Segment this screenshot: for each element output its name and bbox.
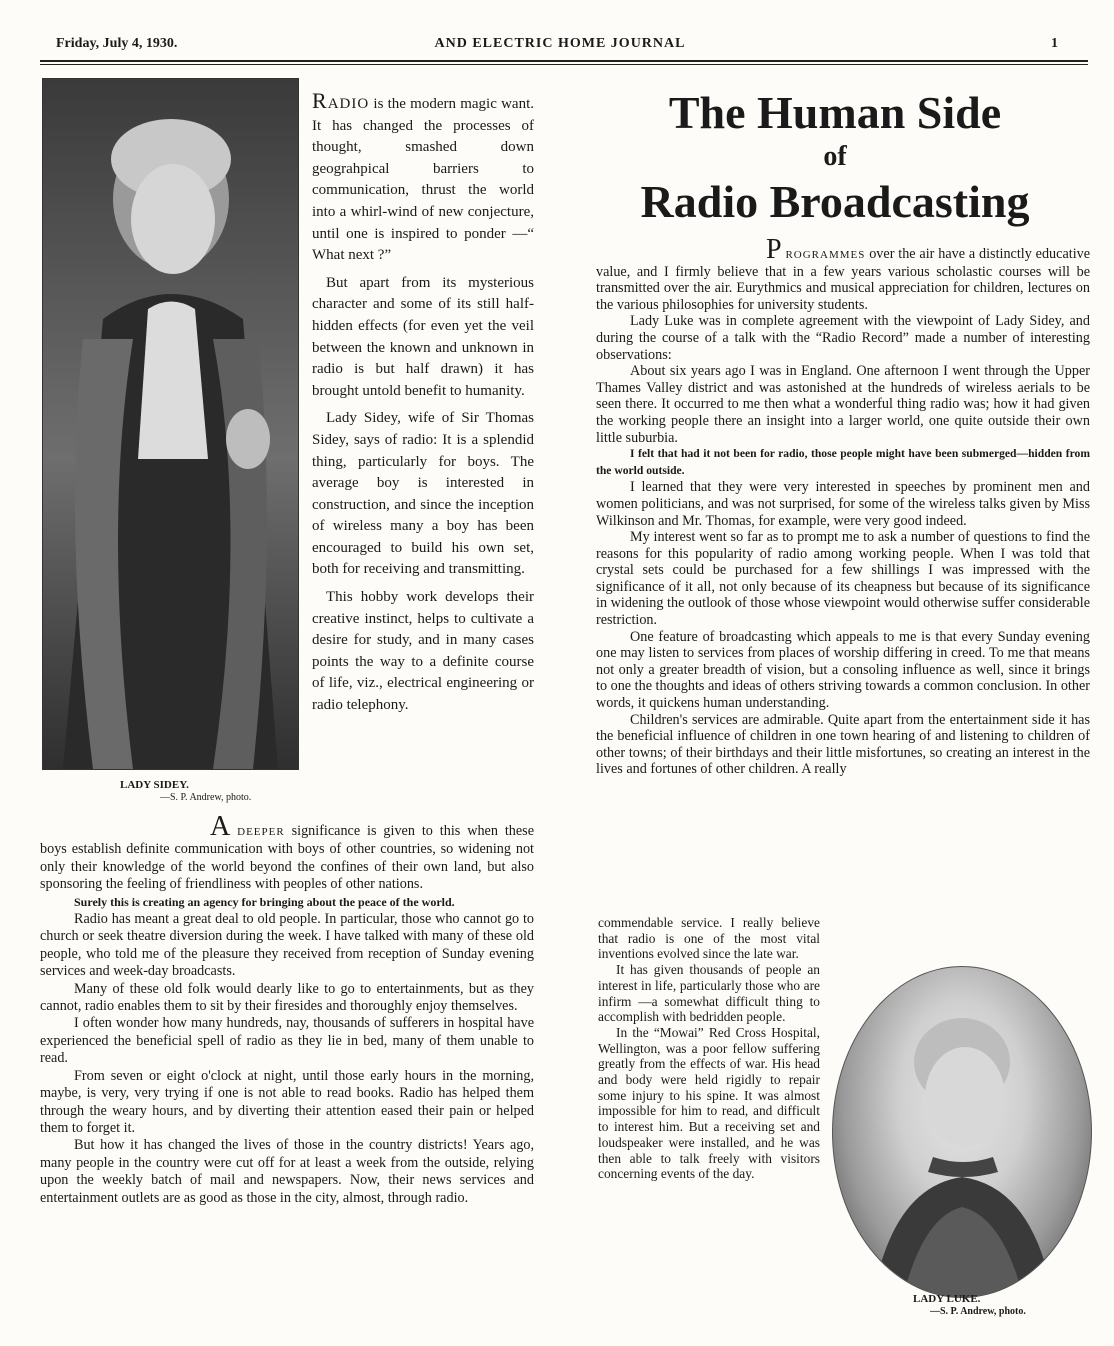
lead-paragraph [40, 811, 534, 894]
paragraph: But how it has changed the lives of those in the country districts! Years ago, many people in the country were cut off for at least a week from the outside, relying upon the weekly batch of mail and newspapers. Now, their news services and entertainment outlets are as good as those in the city, almost, through radio. [40, 1137, 534, 1206]
drop-cap-a: A [210, 811, 231, 842]
header-rule-thin [40, 64, 1088, 65]
paragraph: Lady Luke was in complete agreement with the viewpoint of Lady Sidey, and during the course of a talk with the “Radio Record” made a number of interesting observations: [596, 313, 1090, 363]
lead-text: over the air have a distinctly educative value, and I firmly believe that in a few years various scholastic courses will be transmitted over the air. Eurythmics and musical appreciation for children, lectures on the various philosophies for university students. [596, 246, 1091, 313]
lead-text: significance is given to this when these boys establish definite communication with boys of other countries, so widening not only their knowledge of the world beyond the confines of their own land, but also sponsoring the feeling of friendliness with peoples of other nations. [40, 823, 534, 893]
intro-column [312, 90, 534, 723]
paragraph: But apart from its mysterious character and some of its still half-hidden effects (for even yet the veil between the known and unknown in radio is but half drawn) it has brought untold benefit to humanity. [312, 274, 534, 399]
drop-word: ROGRAMMES [785, 249, 866, 261]
paragraph: About six years ago I was in England. One afternoon I went through the Upper Thames Valley district and was astonished at the hundreds of wireless aerials to be seen there. It occurred to me then what a wonderful thing radio was; how it had given the working people there an insight into a larger world, one quite outside their own little suburbia. [596, 363, 1090, 446]
paragraph: My interest went so far as to prompt me to ask a number of questions to find the reasons for this popularity of radio among working people. When I was told that crystal sets could be purchased for a few shillings I was impressed with the significance of it all, not only because of its cheapness but because of its significance in widening the outlook of those whose viewpoint would otherwise suffer considerable restriction. [596, 529, 1090, 629]
paragraph: One feature of broadcasting which appeals to me is that every Sunday evening one may listen to services from places of worship differing in creed. To me that means not only a greater breadth of vision, but a consoling influence as well, since it brings to one the thoughts and ideas of others striving towards a common conclusion. In other words, it quickens human understanding. [596, 628, 1090, 712]
lady-sidey-photo [42, 78, 299, 770]
title-line-3: Radio Broadcasting [640, 176, 1030, 227]
left-article-body [40, 811, 534, 1207]
paragraph: I learned that they were very interested in speeches by prominent men and women politicians, and was not surprised, for some of the wireless talks given by Miss Wilkinson and Mr. Thomas, for example, were very good indeed. [596, 479, 1090, 529]
drop-word: DEEPER [237, 826, 285, 838]
sidey-caption-name: LADY SIDEY. [120, 779, 189, 791]
issue-date: Friday, July 4, 1930. [56, 36, 178, 51]
drop-word: ADIO [327, 96, 370, 112]
paragraph: From seven or eight o'clock at night, until those early hours in the morning, maybe, is very, very trying if one is not able to read books. Radio has helped them through the weary hours, and by diverting their attention eased their pain or helped them to forget it. [40, 1067, 534, 1136]
paragraph: This hobby work develops their creative instinct, helps to cultivate a desire for study, and in many cases points the way to a definite course of life, viz., electrical engineering or radio telephony. [312, 589, 534, 714]
paragraph: I often wonder how many hundreds, nay, thousands of sufferers in hospital have experienced the beneficial spell of radio as they lie in bed, many of them unable to read. [40, 1015, 534, 1067]
intro-text: is the modern magic want. It has changed the processes of thought, smashed down geograhpical barriers to communication, thrust the world into a whirl-wind of new conjecture, until one is inspired to ponder —“ What next ?” [312, 96, 534, 264]
article-title [590, 86, 1080, 230]
header-rule [40, 60, 1088, 62]
drop-cap-r: R [312, 88, 328, 113]
page-number: 1 [1051, 36, 1058, 51]
paragraph: In the “Mowai” Red Cross Hospital, Wellington, was a poor fellow suffering greatly from the effects of war. His head and body were held rigidly to repair some injury to his spine. It was almost impossible for him to read, and difficult to interest him. But a receiving set and loudspeaker were installed, and he was then able to talk freely with visitors concerning events of the day. [598, 1024, 820, 1182]
bold-pullquote: Surely this is creating an agency for bringing about the peace of the world. [74, 894, 455, 909]
drop-cap-p: P [766, 234, 782, 265]
bold-pullquote: I felt that had it not been for radio, those people might have been submerged—hidden from the world outside. [596, 447, 1090, 477]
lead-paragraph [596, 234, 1091, 313]
journal-name: AND ELECTRIC HOME JOURNAL [434, 36, 686, 51]
paragraph: Many of these old folk would dearly like to go to entertainments, but as they cannot, radio enables them to sit by their firesides and thoroughly enjoy themselves. [40, 980, 534, 1015]
title-line-2: of [823, 141, 847, 172]
sidey-caption-credit: —S. P. Andrew, photo. [160, 792, 252, 803]
title-line-1: The Human Side [668, 87, 1002, 138]
lady-luke-photo [832, 966, 1092, 1298]
paragraph: Radio has meant a great deal to old people. In particular, those who cannot go to church or seek theatre diversion during the week. I have talked with many of these old people, who told me of the pleasure they received from reception of Sunday evening services and week-day broadcasts. [40, 911, 534, 980]
paragraph: commendable service. I really believe that radio is one of the most vital inventions evolved since the late war. [598, 915, 820, 962]
right-article-body [596, 234, 1091, 778]
page-header [40, 34, 1080, 56]
paragraph: Children's services are admirable. Quite apart from the entertainment side it has the beneficial influence of children in one town hearing of and listening to children of other towns; of their birthdays and their little misfortunes, so creating an interest in the lives and fortunes of other children. A really [596, 711, 1090, 778]
paragraph: Lady Sidey, wife of Sir Thomas Sidey, says of radio: It is a splendid thing, particularly for boys. The average boy is interested in construction, and since the inception of wireless many a boy has been encouraged to build his own set, both for receiving and transmitting. [312, 410, 534, 578]
luke-caption-credit: —S. P. Andrew, photo. [930, 1306, 1026, 1317]
intro-paragraph [312, 90, 534, 267]
paragraph: It has given thousands of people an interest in life, particularly those who are infirm —a somewhat difficult thing to accomplish with bedridden people. [598, 962, 820, 1025]
luke-caption-name: LADY LUKE. [913, 1293, 981, 1305]
narrow-column [598, 915, 820, 1182]
